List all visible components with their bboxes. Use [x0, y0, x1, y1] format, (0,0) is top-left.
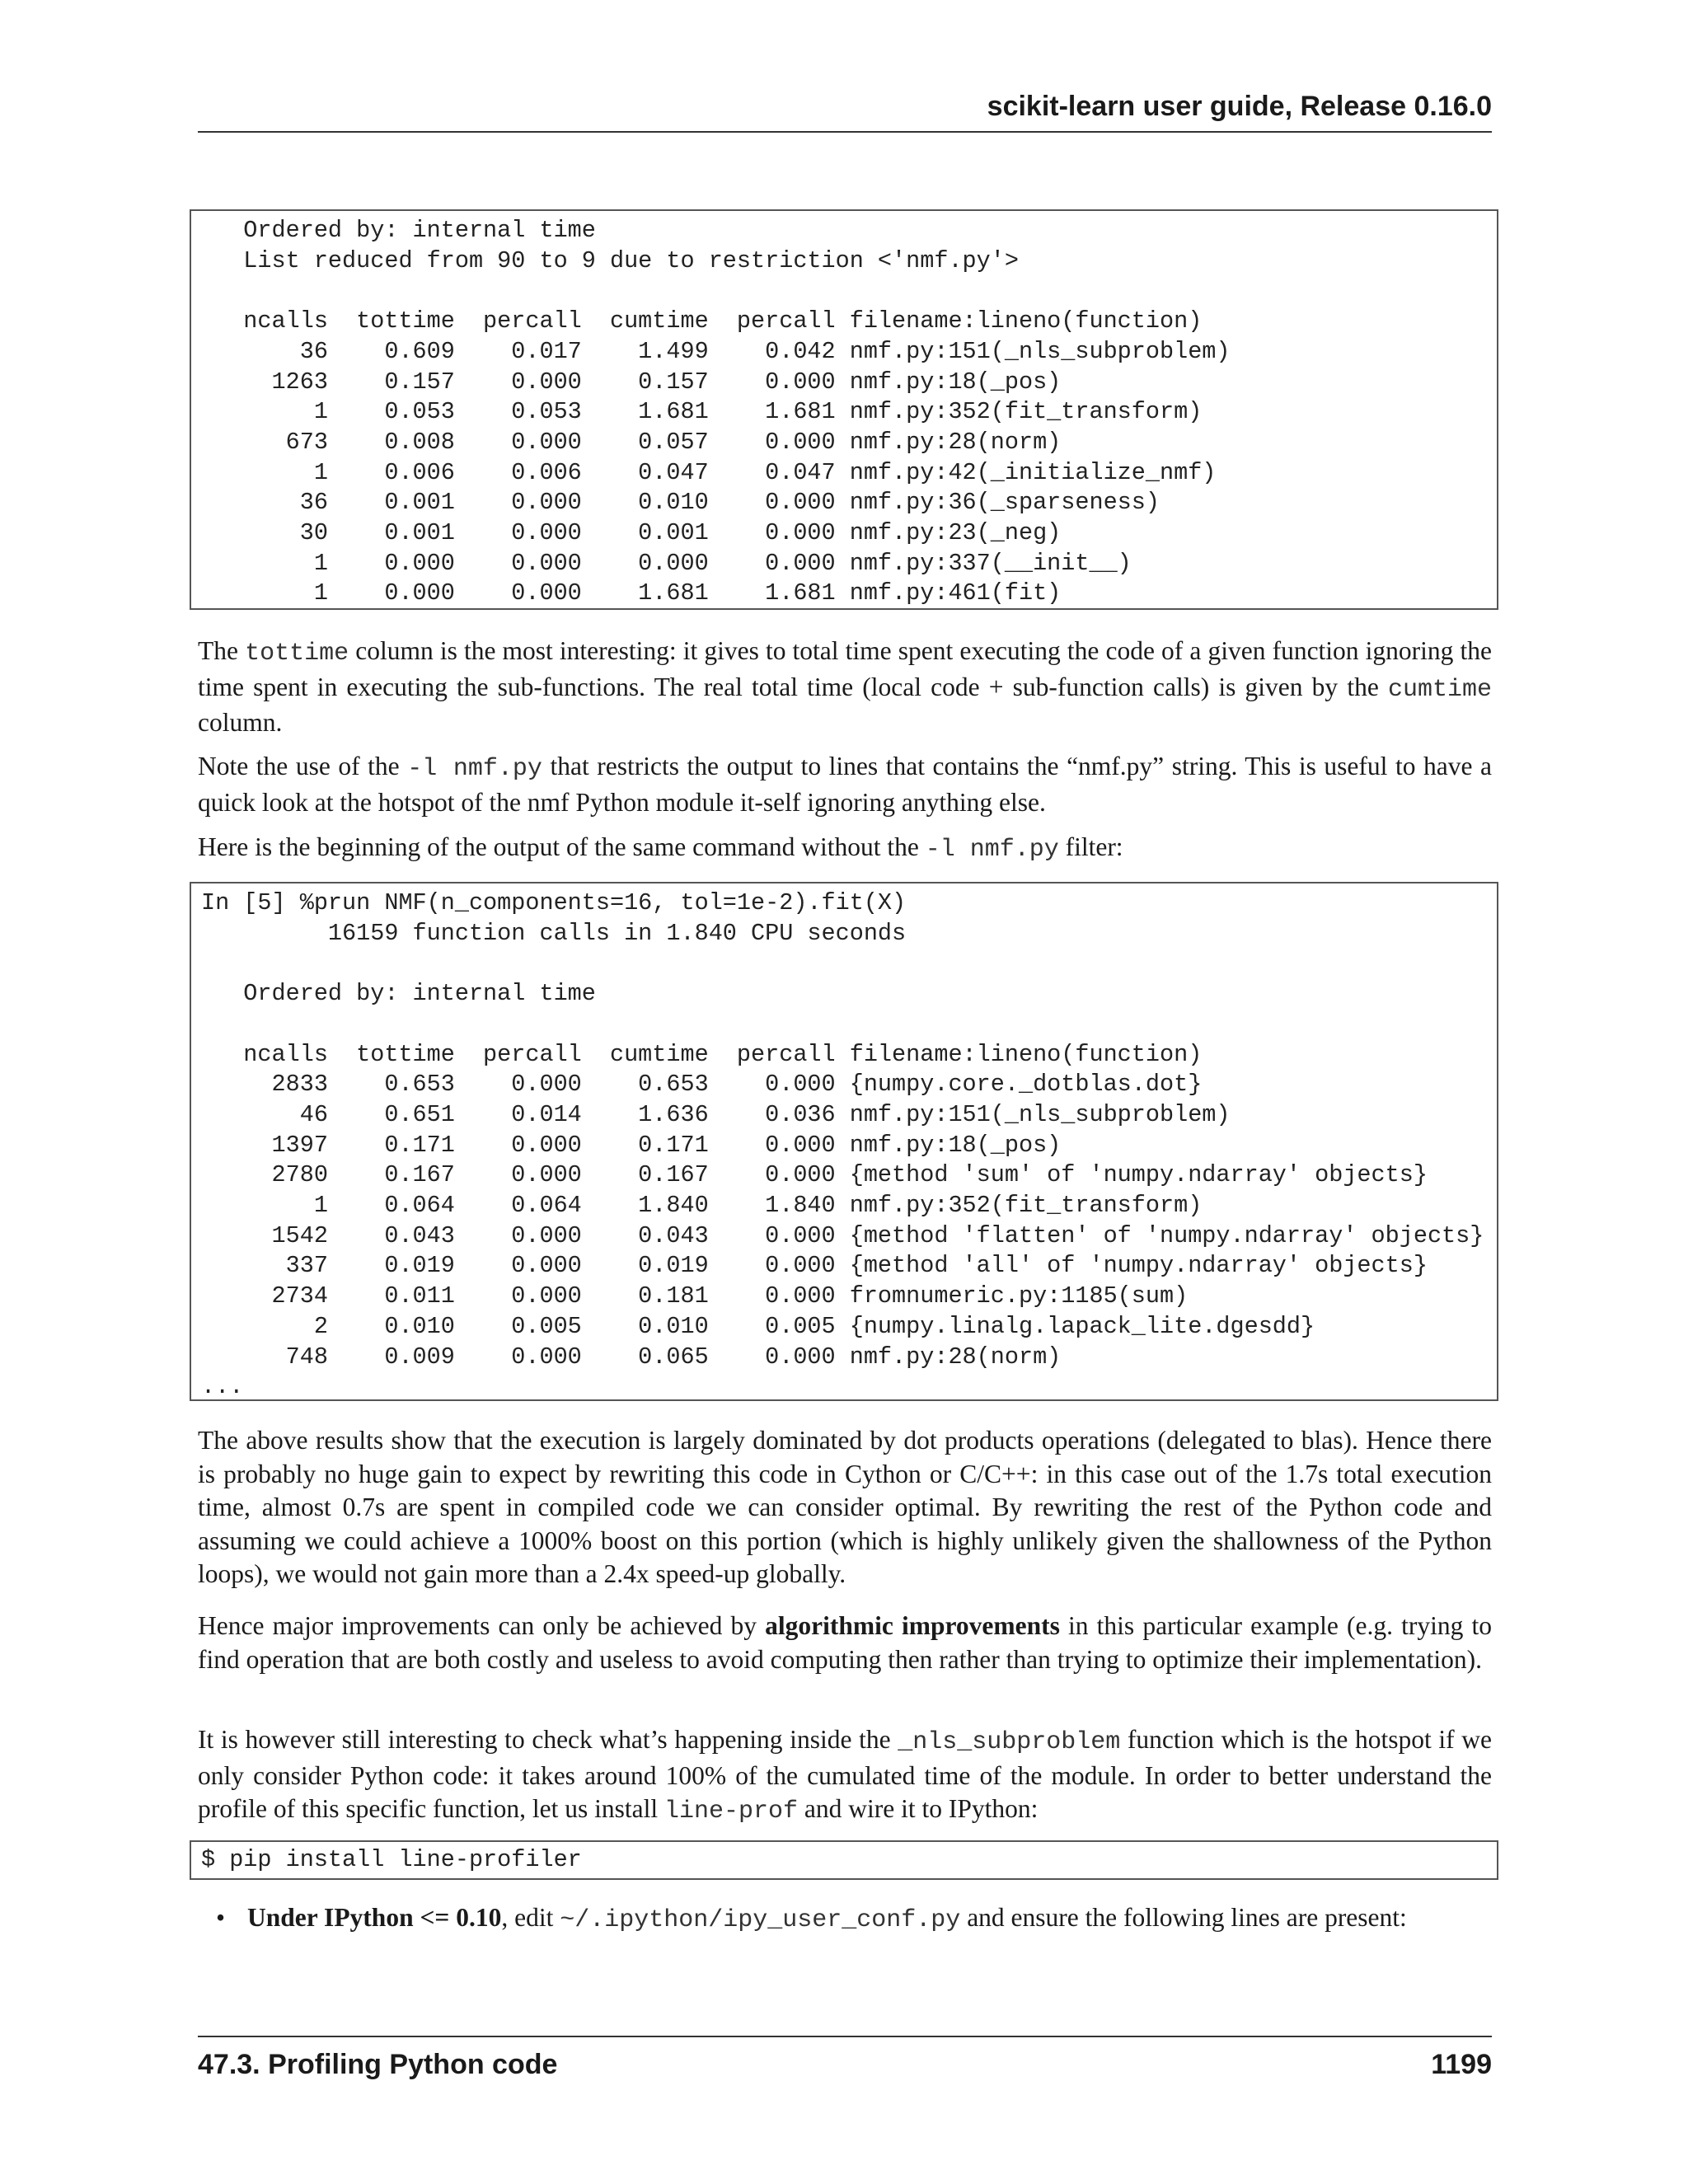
paragraph-tottime: [198, 635, 1492, 740]
text: and wire it to IPython:: [798, 1794, 1039, 1823]
paragraph-results: The above results show that the execution is largely dominated by dot products operations (delegated to blas). Hence there is probably no huge gain to expect by rewriting this code in Cython or C/C++: in this case out of the 1.7s total execution time, almost 0.7s are spent in compiled code we can consider optimal. By rewriting the rest of the Python code and assuming we could achieve a 1000% boost on this portion (which is highly unlikely given the shallowness of the Python loops), we would not gain more than a 2.4x speed-up globally.: [198, 1426, 1492, 1588]
paragraph-unfiltered-intro: [198, 831, 1492, 867]
page-header: scikit-learn user guide, Release 0.16.0: [198, 91, 1492, 133]
bullet-ipython-010: [216, 1901, 1492, 1938]
text: Note the use of the: [198, 752, 408, 780]
text: It is however still interesting to check what’s happening inside the: [198, 1725, 898, 1754]
text: The: [198, 636, 246, 665]
bullet-dot: •: [216, 1903, 226, 1932]
text: and ensure the following lines are present:: [960, 1903, 1407, 1932]
paragraph-hotspot: [198, 1723, 1492, 1829]
code-block-pip-install: $ pip install line-profiler: [190, 1840, 1498, 1880]
inline-code-filter: -l nmf.py: [925, 836, 1059, 864]
text: in this particular example (e.g. trying to find operation that are both costly and useless to avoid computing then rather than trying to optimize their implementation).: [198, 1611, 1492, 1674]
text: that restricts the output to lines that contains the “nmf.py” string. This is useful to have a quick look at the hotspot of the nmf Python module it-self ignoring anything else.: [198, 752, 1493, 817]
paragraph-improvements: [198, 1610, 1492, 1676]
text: Hence major improvements can only be achieved by: [198, 1611, 766, 1640]
text: , edit: [501, 1903, 560, 1932]
text: filter:: [1058, 832, 1123, 861]
footer-section-title: 47.3. Profiling Python code: [198, 2049, 558, 2080]
bold-text: algorithmic improvements: [765, 1611, 1060, 1640]
page-footer: [198, 2036, 1492, 2081]
inline-code-cumtime: cumtime: [1387, 675, 1492, 704]
text: column is the most interesting: it gives to total time spent executing the code of a given function ignoring the time spent in executing the sub-functions. The real total time (local code + sub-function calls) is given by the: [198, 636, 1492, 701]
inline-code-line-prof: line-prof: [664, 1797, 799, 1825]
text: function which is the hotspot if we only consider Python code: it takes around 100% of the cumulated time of the module. In order to better understand the profile of this specific function, let us install: [198, 1725, 1492, 1823]
text: column.: [198, 708, 283, 737]
inline-code-nls-subproblem: _nls_subproblem: [898, 1728, 1121, 1756]
inline-code-tottime: tottime: [245, 640, 349, 668]
footer-page-number: 1199: [1431, 2049, 1492, 2080]
paragraph-filter-note: [198, 750, 1492, 819]
inline-code-config-path: ~/.ipython/ipy_user_conf.py: [560, 1906, 961, 1934]
code-block-profile-full: In [5] %prun NMF(n_components=16, tol=1e-2).fit(X) 16159 function calls in 1.840 CPU seconds Ordered by: internal time ncalls tottime percall cumtime percall filename:lineno(function) 2833 0.653 0.000 0.653 0.000 {numpy.core._dotblas.dot} 46 0.651 0.014 1.636 0.036 nmf.py:151(_nls_subproblem) 1397 0.171 0.000 0.171 0.000 nmf.py:18(_pos) 2780 0.167 0.000 0.167 0.000 {method 'sum' of 'numpy.ndarray' objects} 1 0.064 0.064 1.840 1.840 nmf.py:352(fit_transform) 1542 0.043 0.000 0.043 0.000 {method 'flatten' of 'numpy.ndarray' objects} 337 0.019 0.000 0.019 0.000 {method 'all' of 'numpy.ndarray' objects} 2734 0.011 0.000 0.181 0.000 fromnumeric.py:1185(sum) 2 0.010 0.005 0.010 0.005 {numpy.linalg.lapack_lite.dgesdd} 748 0.009 0.000 0.065 0.000 nmf.py:28(norm) ...: [190, 882, 1498, 1401]
bold-text: Under IPython <= 0.10: [247, 1903, 502, 1932]
text: Here is the beginning of the output of the same command without the: [198, 832, 926, 861]
code-block-profile-filtered: Ordered by: internal time List reduced from 90 to 9 due to restriction <'nmf.py'> ncalls tottime percall cumtime percall filename:lineno(function) 36 0.609 0.017 1.499 0.042 nmf.py:151(_nls_subproblem) 1263 0.157 0.000 0.157 0.000 nmf.py:18(_pos) 1 0.053 0.053 1.681 1.681 nmf.py:352(fit_transform) 673 0.008 0.000 0.057 0.000 nmf.py:28(norm) 1 0.006 0.006 0.047 0.047 nmf.py:42(_initialize_nmf) 36 0.001 0.000 0.010 0.000 nmf.py:36(_sparseness) 30 0.001 0.000 0.001 0.000 nmf.py:23(_neg) 1 0.000 0.000 0.000 0.000 nmf.py:337(__init__) 1 0.000 0.000 1.681 1.681 nmf.py:461(fit): [190, 209, 1498, 610]
inline-code-filter: -l nmf.py: [407, 755, 542, 783]
